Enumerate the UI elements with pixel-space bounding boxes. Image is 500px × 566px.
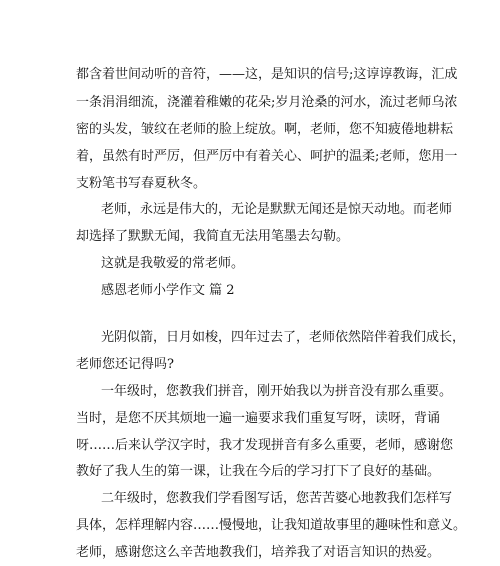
paragraph-line: 老师，永远是伟大的，无论是默默无闻还是惊天动地。而老师 xyxy=(101,202,453,217)
paragraph-line: 一年级时，您教我们拼音，刚开始我以为拼音没有那么重要。 xyxy=(101,384,453,399)
paragraph-line: 当时，是您不厌其烦地一遍一遍要求我们重复写呀，读呀，背诵 xyxy=(76,411,441,426)
paragraph-line: 支粉笔书写春夏秋冬。 xyxy=(76,176,207,191)
paragraph-line: 呀……后来认学汉字时，我才发现拼音有多么重要，老师，感谢您 xyxy=(76,438,454,453)
paragraph-line: 二年级时，您教我们学看图写话，您苦苦婆心地教我们怎样写 xyxy=(101,491,453,506)
paragraph-line: 却选择了默默无闻，我简直无法用笔墨去勾勒。 xyxy=(76,229,350,244)
paragraph-line: 这就是我敬爱的常老师。 xyxy=(101,256,245,271)
section-heading: 感恩老师小学作文 篇 2 xyxy=(101,283,235,298)
paragraph-line: 着，虽然有时严厉，但严厉中有着关心、呵护的温柔;老师，您用一 xyxy=(76,149,458,164)
paragraph-line: 都含着世间动听的音符，——这，是知识的信号;这谆谆教诲，汇成 xyxy=(76,67,458,82)
paragraph-line: 密的头发，皱纹在老师的脸上绽放。啊，老师，您不知疲倦地耕耘 xyxy=(76,122,454,137)
paragraph-line: 教好了我人生的第一课，让我在今后的学习打下了良好的基础。 xyxy=(76,464,441,479)
paragraph-line: 老师，感谢您这么辛苦地教我们，培养我了对语言知识的热爱。 xyxy=(76,545,441,560)
paragraph-line: 光阴似箭，日月如梭，四年过去了，老师依然陪伴着我们成长， xyxy=(101,330,466,345)
paragraph-line: 老师您还记得吗? xyxy=(76,357,174,372)
paragraph-line: 具体，怎样理解内容……慢慢地，让我知道故事里的趣味性和意义。 xyxy=(76,518,467,533)
paragraph-line: 一条涓涓细流，浇灌着稚嫩的花朵;岁月沧桑的河水，流过老师乌浓 xyxy=(76,95,458,110)
